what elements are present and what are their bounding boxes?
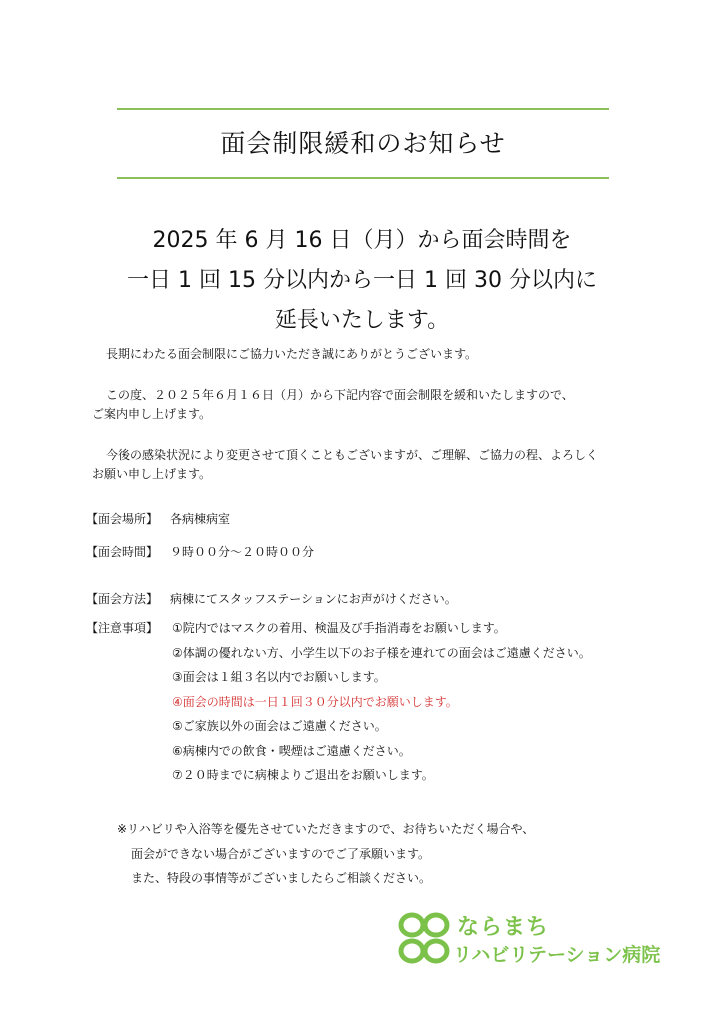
notes-item: ⑦２０時までに病棟よりご退出をお願いします。 (172, 768, 434, 782)
detail-method (86, 590, 457, 609)
notes-item: ②体調の優れない方、小学生以下のお子様を連れての面会はご遠慮ください。 (172, 645, 591, 660)
detail-notes-label: 【注意事項】 (86, 621, 159, 635)
intro-paragraph-2-line-2: ご案内申し上げます。 (92, 407, 212, 421)
intro-paragraph-3-line-2: お願い申し上げます。 (92, 467, 212, 481)
headline-line-1: 2025 年 6 月 16 日（月）から面会時間を (152, 228, 572, 253)
intro-paragraph-3 (92, 446, 672, 484)
notes-item-highlighted: ④面会の時間は一日１回３０分以内でお願いします。 (172, 694, 458, 709)
headline-line-2: 一日 1 回 15 分以内から一日 1 回 30 分以内に (127, 268, 597, 293)
detail-place-label: 【面会場所】 (86, 512, 159, 526)
intro-paragraph-2-line-1: この度、２０２５年６月１６日（月）から下記内容で面会制限を緩和いたしますので、 (106, 388, 574, 402)
intro-paragraph-2 (92, 386, 672, 424)
detail-hours-label: 【面会時間】 (86, 545, 159, 559)
logo-name-line-1: ならまち (457, 915, 550, 940)
headline (60, 221, 664, 341)
detail-place-value: 各病棟病室 (170, 512, 231, 526)
detail-hours (86, 543, 314, 562)
title-top-rule (117, 108, 609, 110)
hospital-logo (395, 910, 661, 968)
notes-list (172, 619, 591, 791)
footer-line-2: 面会ができない場合がございますのでご了承願います。 (131, 846, 431, 861)
page-title: 面会制限緩和のお知らせ (220, 129, 506, 158)
footer-note (117, 817, 534, 891)
intro-paragraph-1: 長期にわたる面会制限にご協力いただき誠にありがとうございます。 (106, 347, 478, 361)
footer-line-1: ※リハビリや入浴等を優先させていただきますので、お待ちいただく場合や、 (117, 822, 535, 836)
clover-logo-icon (395, 910, 453, 966)
footer-line-3: また、特段の事情等がございましたらご相談ください。 (131, 871, 432, 885)
notes-item: ⑤ご家族以外の面会はご遠慮ください。 (172, 719, 387, 733)
detail-hours-value: ９時００分～２０時００分 (170, 545, 315, 559)
notes-item: ③面会は１組３名以内でお願いします。 (172, 670, 386, 684)
detail-method-label: 【面会方法】 (86, 592, 159, 606)
intro-paragraph-3-line-1: 今後の感染状況により変更させて頂くこともございますが、ご理解、ご協力の程、よろしく (106, 448, 599, 462)
notes-item: ①院内ではマスクの着用、検温及び手指消毒をお願いします。 (172, 621, 506, 635)
notes-item: ⑥病棟内での飲食・喫煙はご遠慮ください。 (172, 743, 411, 758)
detail-method-value: 病棟にてスタッフステーションにお声がけください。 (170, 592, 457, 606)
detail-place (86, 510, 230, 529)
title-bottom-rule (117, 177, 609, 179)
headline-line-3: 延長いたします。 (274, 308, 450, 333)
detail-notes-label-row (86, 619, 170, 638)
logo-name-line-2: リハビリテーション病院 (453, 944, 661, 966)
